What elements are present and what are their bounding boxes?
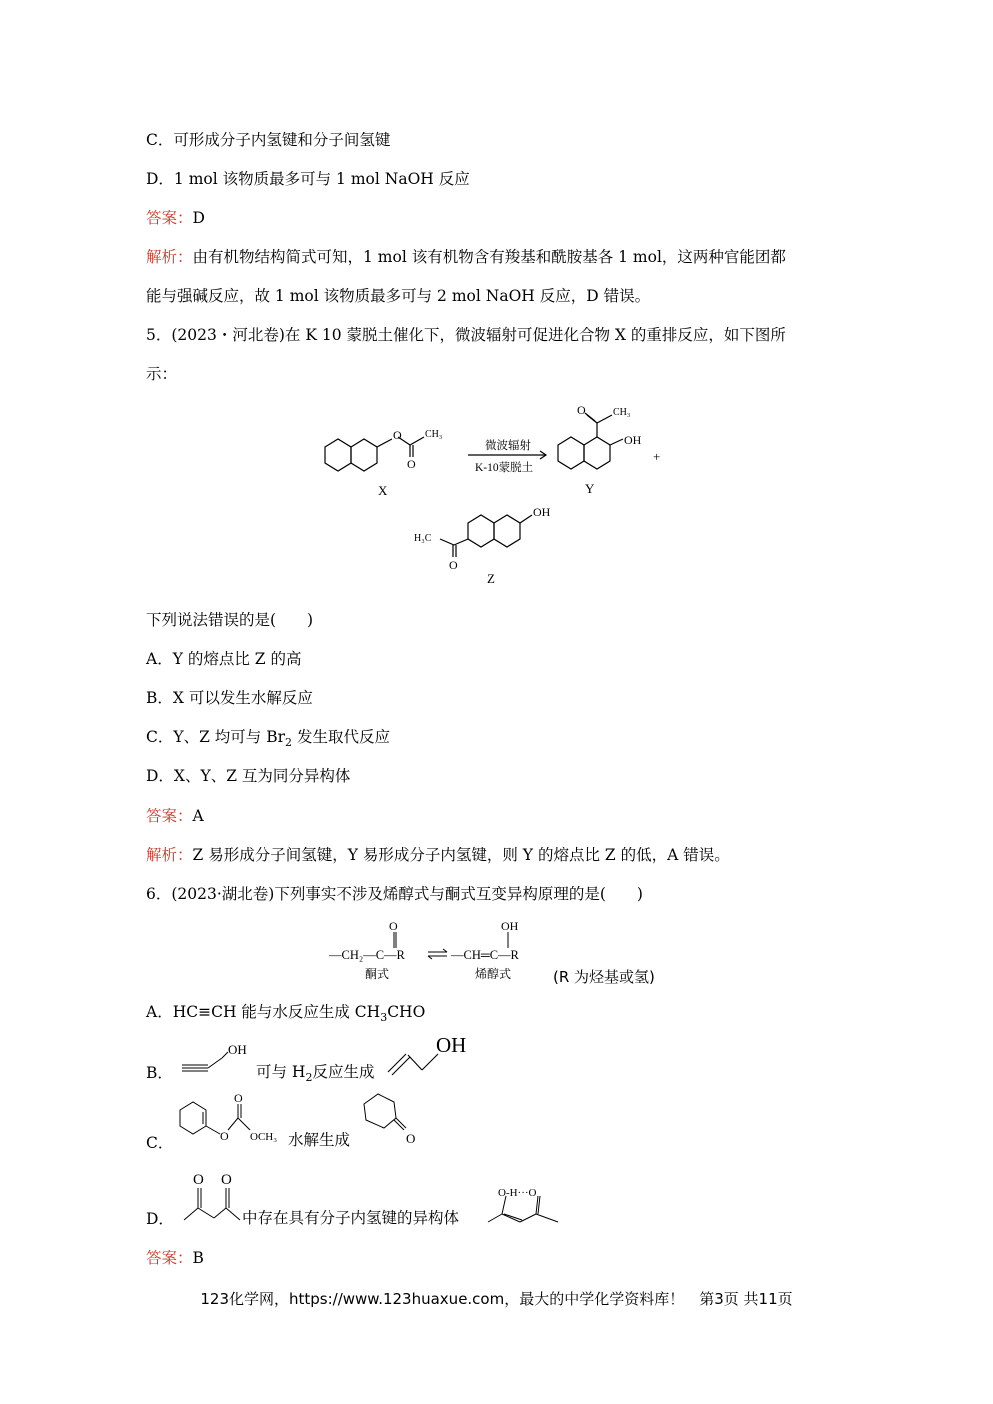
enol-formula: —CH═C—R	[451, 948, 519, 962]
opt-text: CHO	[387, 1003, 426, 1021]
keto-label: 酮式	[365, 967, 390, 981]
label-x: X	[378, 483, 388, 498]
allyl-alcohol-structure	[384, 1030, 479, 1080]
q6-answer	[146, 1247, 204, 1269]
q5-question: 下列说法错误的是( )	[146, 611, 314, 629]
label-z: Z	[487, 571, 495, 586]
subscript: 2	[285, 736, 293, 750]
opt-text: A．HC	[146, 1003, 199, 1021]
answer-value: A	[192, 807, 204, 825]
carbonyl-o1: O	[193, 1172, 204, 1188]
y-o-label: O	[577, 403, 586, 417]
answer-value: B	[192, 1249, 204, 1267]
enol-hbond-structure	[486, 1178, 566, 1228]
q6-equilibrium-figure	[325, 918, 685, 990]
triple-bond: ≡	[198, 1003, 212, 1021]
q6-option-b-text	[256, 1061, 374, 1089]
opt-text: 发生取代反应	[292, 728, 390, 746]
q5-stem-2: 示：	[146, 365, 178, 383]
enol-oh: OH	[501, 919, 519, 933]
x-o-label: O	[393, 428, 402, 442]
answer-label: 答案：	[146, 807, 193, 825]
opt-text: C．Y、Z 均可与 Br	[146, 728, 286, 746]
enol-label: 烯醇式	[475, 967, 512, 981]
analysis-label: 解析：	[146, 248, 193, 266]
page-footer: 123化学网，https://www.123huaxue.com，最大的中学化学资料库！ 第3页 共11页	[200, 1290, 793, 1308]
carbonyl-o2: O	[221, 1172, 232, 1188]
ketone-o: O	[406, 1131, 416, 1146]
q4-answer	[146, 207, 205, 229]
oh-label: OH	[228, 1042, 247, 1057]
q4-option-c: C．可形成分子内氢键和分子间氢键	[146, 131, 391, 149]
arrow-top-label: 微波辐射	[485, 440, 531, 452]
y-ch3-label: CH₃	[613, 407, 631, 418]
answer-label: 答案：	[146, 209, 193, 227]
q5-option-d: D．X、Y、Z 互为同分异构体	[146, 767, 351, 785]
q6-stem: 6．(2023·湖北卷)下列事实不涉及烯醇式与酮式互变异构原理的是( )	[146, 885, 643, 903]
och3-label: OCH₃	[250, 1131, 278, 1143]
carbonyl-o: O	[234, 1091, 243, 1105]
ester-o: O	[220, 1129, 229, 1143]
q5-option-c	[146, 726, 390, 754]
q5-option-b: B．X 可以发生水解反应	[146, 689, 313, 707]
answer-value: D	[192, 209, 205, 227]
z-oh-label: OH	[533, 505, 551, 519]
q5-stem-1: 5．(2023・河北卷)在 K 10 蒙脱土催化下，微波辐射可促进化合物 X 的重排反应，如下图所	[146, 326, 786, 344]
q6-option-d-text: 中存在具有分子内氢键的异构体	[242, 1209, 460, 1227]
x-o2-label: O	[407, 457, 416, 471]
opt-text: CH 能与水反应生成 CH	[211, 1003, 381, 1021]
q6-option-c-label: C．	[146, 1134, 174, 1152]
plus-sign: +	[653, 449, 661, 464]
keto-formula: —CH₂—C—R	[329, 948, 405, 962]
q5-option-a: A．Y 的熔点比 Z 的高	[146, 650, 302, 668]
opt-text: 可与 H	[256, 1063, 306, 1081]
acetylacetone-structure	[176, 1166, 246, 1228]
y-oh-label: OH	[624, 433, 642, 447]
arrow-bottom-label: K-10蒙脱土	[475, 462, 534, 474]
answer-label: 答案：	[146, 1249, 193, 1267]
q4-option-d: D．1 mol 该物质最多可与 1 mol NaOH 反应	[146, 170, 470, 188]
z-h3c-label: H₃C	[414, 533, 432, 544]
q6-option-b-label: B．	[146, 1064, 173, 1082]
keto-o: O	[389, 919, 398, 933]
q5-analysis	[146, 844, 730, 866]
q4-analysis-2: 能与强碱反应，故 1 mol 该物质最多可与 2 mol NaOH 反应，D 错误。	[146, 287, 651, 305]
analysis-text: 由有机物结构简式可知，1 mol 该有机物含有羧基和酰胺基各 1 mol，这两种官能团都	[192, 248, 786, 266]
subscript: 3	[380, 1011, 388, 1025]
subscript: 2	[305, 1071, 313, 1085]
x-ch3-label: CH₃	[425, 429, 443, 440]
q5-answer	[146, 805, 204, 827]
q4-analysis-1	[146, 246, 786, 268]
r-note: (R 为烃基或氢)	[553, 968, 655, 986]
oh-label: OH	[436, 1033, 467, 1057]
enol-carbonate-structure	[172, 1090, 292, 1150]
cyclohexanone-structure	[358, 1088, 428, 1148]
analysis-text: Z 易形成分子间氢键，Y 易形成分子内氢键，则 Y 的熔点比 Z 的低，A 错误。	[192, 846, 730, 864]
z-o-label: O	[449, 558, 458, 572]
label-y: Y	[585, 481, 595, 496]
analysis-label: 解析：	[146, 846, 193, 864]
hbond-label: O-H···O	[498, 1187, 537, 1199]
opt-text: 反应生成	[312, 1063, 375, 1081]
propargyl-alcohol-structure	[178, 1038, 258, 1078]
q6-option-c-text: 水解生成	[288, 1131, 351, 1149]
q6-option-d-label: D．	[146, 1210, 174, 1228]
q5-reaction-figure	[310, 395, 690, 595]
q6-option-a	[146, 1001, 425, 1029]
